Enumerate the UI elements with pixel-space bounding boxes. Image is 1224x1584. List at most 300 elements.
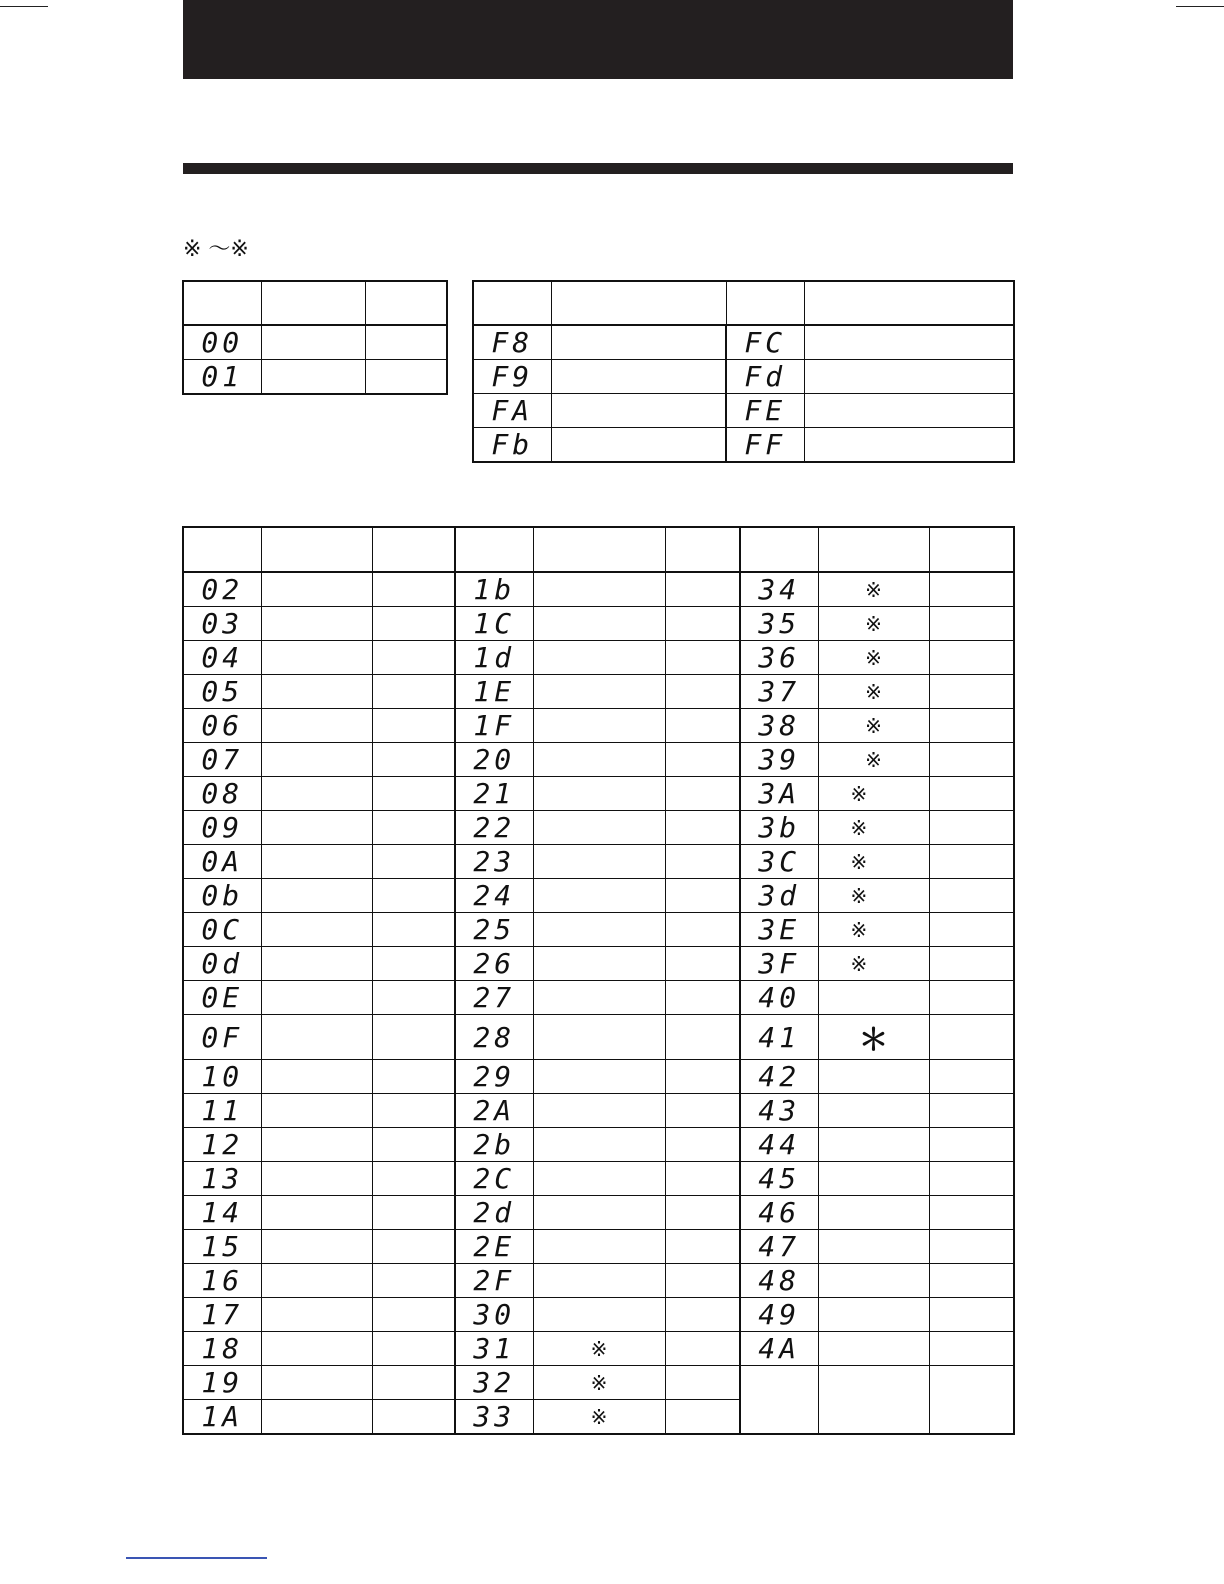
code-cell <box>740 1332 818 1366</box>
segment-code: 2b <box>473 1128 516 1161</box>
value-cell <box>665 1366 740 1400</box>
value-cell <box>551 360 726 394</box>
cell-text: ＊ <box>858 1023 889 1058</box>
code-cell <box>740 1196 818 1230</box>
value-cell <box>665 1060 740 1094</box>
segment-code: 1d <box>473 641 516 674</box>
segment-code: Fd <box>744 360 787 393</box>
value-cell <box>533 947 665 981</box>
value-cell <box>665 1298 740 1332</box>
segment-code: 2F <box>473 1264 516 1297</box>
code-cell <box>183 777 261 811</box>
value-cell <box>804 360 1014 394</box>
table-row <box>183 1230 1014 1264</box>
value-cell <box>804 394 1014 428</box>
value-cell <box>261 913 372 947</box>
table-row <box>183 981 1014 1015</box>
value-cell <box>261 1094 372 1128</box>
code-cell <box>183 981 261 1015</box>
value-cell <box>929 1264 1014 1298</box>
code-cell <box>455 879 533 913</box>
value-cell <box>372 1332 455 1366</box>
code-cell <box>473 325 551 360</box>
value-cell <box>929 607 1014 641</box>
segment-code: 36 <box>758 641 801 674</box>
segment-code: 49 <box>758 1298 801 1331</box>
segment-code: 05 <box>201 675 244 708</box>
value-cell <box>261 1264 372 1298</box>
value-cell <box>372 1162 455 1196</box>
value-cell <box>372 572 455 607</box>
cell-text: ※ <box>865 611 882 636</box>
value-cell <box>261 1366 372 1400</box>
value-cell <box>665 1230 740 1264</box>
value-cell <box>929 1366 1014 1435</box>
header-cell <box>455 527 533 572</box>
value-cell <box>372 1060 455 1094</box>
value-cell <box>372 777 455 811</box>
segment-code: 43 <box>758 1094 801 1127</box>
segment-code: 32 <box>473 1366 516 1399</box>
cell-text: ※ <box>865 577 882 602</box>
segment-code: 1C <box>473 607 516 640</box>
value-cell <box>818 1015 929 1060</box>
value-cell <box>372 981 455 1015</box>
segment-code: 1A <box>201 1400 244 1433</box>
value-cell <box>533 1264 665 1298</box>
value-cell <box>372 1196 455 1230</box>
segment-code: 42 <box>758 1060 801 1093</box>
value-cell <box>665 981 740 1015</box>
code-cell <box>455 913 533 947</box>
table-row <box>183 325 447 360</box>
code-cell <box>183 572 261 607</box>
table-row <box>183 641 1014 675</box>
segment-code: 3F <box>758 947 801 980</box>
table-row <box>183 1015 1014 1060</box>
value-cell <box>261 811 372 845</box>
cell-text: ※ <box>850 951 868 976</box>
value-cell <box>261 1298 372 1332</box>
value-cell <box>818 811 929 845</box>
code-cell <box>183 360 261 395</box>
value-cell <box>929 1196 1014 1230</box>
segment-code: 25 <box>473 913 516 946</box>
value-cell <box>372 811 455 845</box>
value-cell <box>372 1264 455 1298</box>
code-cell <box>740 947 818 981</box>
code-cell <box>740 1162 818 1196</box>
table-row <box>183 811 1014 845</box>
value-cell <box>533 1162 665 1196</box>
segment-code: 13 <box>201 1162 244 1195</box>
value-cell <box>818 1060 929 1094</box>
value-cell <box>533 845 665 879</box>
value-cell <box>261 1060 372 1094</box>
segment-code: 27 <box>473 981 516 1014</box>
value-cell <box>818 947 929 981</box>
value-cell <box>818 1366 929 1435</box>
value-cell <box>665 1015 740 1060</box>
segment-code: 21 <box>473 777 516 810</box>
segment-code: 02 <box>201 573 244 606</box>
segment-code: FC <box>744 326 787 359</box>
value-cell <box>261 641 372 675</box>
segment-code: 12 <box>201 1128 244 1161</box>
cell-text: ※ <box>850 917 868 942</box>
code-cell <box>183 1230 261 1264</box>
segment-code: 2C <box>473 1162 516 1195</box>
header-cell <box>740 527 818 572</box>
code-cell <box>740 1060 818 1094</box>
segment-code: 0b <box>201 879 244 912</box>
header-cell <box>183 281 261 325</box>
value-cell <box>372 879 455 913</box>
header-cell <box>804 281 1014 325</box>
segment-code: 0d <box>201 947 244 980</box>
code-cell <box>740 811 818 845</box>
code-cell <box>455 743 533 777</box>
code-cell <box>455 1366 533 1400</box>
value-cell <box>261 981 372 1015</box>
value-cell <box>665 1128 740 1162</box>
code-cell <box>183 1060 261 1094</box>
value-cell <box>261 709 372 743</box>
segment-code: 23 <box>473 845 516 878</box>
value-cell <box>533 572 665 607</box>
code-cell <box>740 981 818 1015</box>
header-cell <box>551 281 726 325</box>
segment-code: 1E <box>473 675 516 708</box>
segment-code: 2A <box>473 1094 516 1127</box>
value-cell <box>261 1332 372 1366</box>
segment-code: 47 <box>758 1230 801 1263</box>
value-cell <box>818 1230 929 1264</box>
value-cell <box>533 1366 665 1400</box>
table-main-codes <box>182 526 1015 1435</box>
segment-code: 00 <box>201 326 244 359</box>
code-cell <box>740 1298 818 1332</box>
value-cell <box>372 743 455 777</box>
value-cell <box>372 1230 455 1264</box>
table-row <box>183 1196 1014 1230</box>
code-cell <box>455 811 533 845</box>
value-cell <box>533 675 665 709</box>
value-cell <box>261 572 372 607</box>
segment-code: 44 <box>758 1128 801 1161</box>
code-cell <box>183 1015 261 1060</box>
segment-code: 26 <box>473 947 516 980</box>
cell-text: ※ <box>850 883 868 908</box>
code-cell <box>183 845 261 879</box>
value-cell <box>929 777 1014 811</box>
code-cell <box>455 641 533 675</box>
segment-code: 3A <box>758 777 801 810</box>
code-cell <box>473 394 551 428</box>
value-cell <box>261 777 372 811</box>
header-cell <box>261 527 372 572</box>
segment-code: 3E <box>758 913 801 946</box>
value-cell <box>372 607 455 641</box>
code-cell <box>740 879 818 913</box>
value-cell <box>804 428 1014 463</box>
table-row <box>183 709 1014 743</box>
value-cell <box>929 743 1014 777</box>
segment-code: 3d <box>758 879 801 912</box>
value-cell <box>533 1196 665 1230</box>
value-cell <box>804 325 1014 360</box>
code-cell <box>740 607 818 641</box>
cell-text: ※ <box>850 781 868 806</box>
value-cell <box>818 572 929 607</box>
code-cell <box>740 675 818 709</box>
cell-text: ※ <box>865 645 882 670</box>
segment-code: 37 <box>758 675 801 708</box>
table-row <box>183 1128 1014 1162</box>
value-cell <box>818 879 929 913</box>
value-cell <box>261 1196 372 1230</box>
segment-code: 41 <box>758 1020 801 1054</box>
value-cell <box>551 325 726 360</box>
code-cell <box>726 394 804 428</box>
value-cell <box>665 1400 740 1435</box>
value-cell <box>533 1060 665 1094</box>
code-cell <box>455 1332 533 1366</box>
segment-code: 33 <box>473 1400 516 1433</box>
value-cell <box>818 1264 929 1298</box>
code-cell <box>740 743 818 777</box>
segment-code: FF <box>744 428 787 461</box>
segment-code: 2d <box>473 1196 516 1229</box>
code-cell <box>726 360 804 394</box>
code-cell <box>740 1366 818 1435</box>
value-cell <box>929 913 1014 947</box>
value-cell <box>929 641 1014 675</box>
code-cell <box>740 1015 818 1060</box>
value-cell <box>261 675 372 709</box>
value-cell <box>818 743 929 777</box>
code-cell <box>726 428 804 463</box>
segment-code: 22 <box>473 811 516 844</box>
value-cell <box>665 1264 740 1298</box>
value-cell <box>533 709 665 743</box>
value-cell <box>929 1015 1014 1060</box>
value-cell <box>533 1400 665 1435</box>
table-row <box>183 360 447 395</box>
value-cell <box>818 1298 929 1332</box>
segment-code: 4A <box>758 1332 801 1365</box>
segment-code: 07 <box>201 743 244 776</box>
code-cell <box>183 675 261 709</box>
value-cell <box>818 675 929 709</box>
code-cell <box>183 1366 261 1400</box>
code-cell <box>183 607 261 641</box>
segment-code: 28 <box>473 1020 516 1054</box>
segment-code: 09 <box>201 811 244 844</box>
value-cell <box>533 1015 665 1060</box>
value-cell <box>929 1060 1014 1094</box>
code-cell <box>455 1264 533 1298</box>
code-cell <box>183 1332 261 1366</box>
segment-code: 20 <box>473 743 516 776</box>
table-row <box>473 360 1014 394</box>
segment-code: 0A <box>201 845 244 878</box>
table-row <box>183 879 1014 913</box>
value-cell <box>818 777 929 811</box>
value-cell <box>261 325 365 360</box>
value-cell <box>261 879 372 913</box>
header-cell <box>372 527 455 572</box>
value-cell <box>261 1400 372 1435</box>
code-cell <box>455 1298 533 1332</box>
table-row <box>473 394 1014 428</box>
table-row <box>183 1298 1014 1332</box>
segment-code: 11 <box>201 1094 244 1127</box>
code-cell <box>455 981 533 1015</box>
value-cell <box>929 1332 1014 1366</box>
value-cell <box>372 1400 455 1435</box>
table-row <box>183 1332 1014 1366</box>
cell-text: ※ <box>590 1336 608 1361</box>
segment-code: 0C <box>201 913 244 946</box>
segment-code: Fb <box>491 428 534 461</box>
code-cell <box>183 879 261 913</box>
code-cell <box>455 947 533 981</box>
value-cell <box>372 675 455 709</box>
segment-code: 3C <box>758 845 801 878</box>
value-cell <box>365 360 447 395</box>
value-cell <box>533 777 665 811</box>
value-cell <box>929 879 1014 913</box>
value-cell <box>551 394 726 428</box>
code-cell <box>740 1230 818 1264</box>
value-cell <box>533 1094 665 1128</box>
code-cell <box>183 1162 261 1196</box>
value-cell <box>665 947 740 981</box>
segment-code: 0E <box>201 981 244 1014</box>
header-cell <box>818 527 929 572</box>
header-cell <box>929 527 1014 572</box>
value-cell <box>665 743 740 777</box>
value-cell <box>818 709 929 743</box>
table-row <box>183 1094 1014 1128</box>
code-cell <box>183 709 261 743</box>
code-cell <box>726 325 804 360</box>
cell-text: ※ <box>865 747 882 772</box>
segment-code: 17 <box>201 1298 244 1331</box>
table-row <box>473 325 1014 360</box>
value-cell <box>929 1094 1014 1128</box>
segment-code: 0F <box>201 1020 244 1054</box>
table-small-codes <box>182 280 448 395</box>
value-cell <box>929 947 1014 981</box>
header-cell <box>665 527 740 572</box>
segment-code: 01 <box>201 360 244 393</box>
code-cell <box>455 1196 533 1230</box>
value-cell <box>665 1196 740 1230</box>
cell-text: ※ <box>850 815 868 840</box>
table-row <box>183 607 1014 641</box>
segment-code: 04 <box>201 641 244 674</box>
value-cell <box>929 811 1014 845</box>
header-cell <box>183 527 261 572</box>
value-cell <box>929 709 1014 743</box>
segment-code: 24 <box>473 879 516 912</box>
value-cell <box>929 1128 1014 1162</box>
segment-code: 15 <box>201 1230 244 1263</box>
value-cell <box>665 913 740 947</box>
code-cell <box>740 1264 818 1298</box>
segment-code: 3b <box>758 811 801 844</box>
segment-code: 40 <box>758 981 801 1014</box>
code-cell <box>183 1094 261 1128</box>
value-cell <box>818 1196 929 1230</box>
value-cell <box>818 1128 929 1162</box>
code-cell <box>740 641 818 675</box>
value-cell <box>261 845 372 879</box>
section-rule <box>183 163 1013 174</box>
code-cell <box>183 811 261 845</box>
code-cell <box>183 1400 261 1435</box>
value-cell <box>372 1015 455 1060</box>
value-cell <box>533 743 665 777</box>
table-f-codes <box>472 280 1015 463</box>
code-cell <box>740 1128 818 1162</box>
code-cell <box>455 709 533 743</box>
table-row <box>183 845 1014 879</box>
value-cell <box>372 709 455 743</box>
value-cell <box>533 607 665 641</box>
value-cell <box>665 641 740 675</box>
value-cell <box>818 641 929 675</box>
segment-code: 30 <box>473 1298 516 1331</box>
value-cell <box>665 607 740 641</box>
value-cell <box>261 947 372 981</box>
segment-code: FE <box>744 394 787 427</box>
value-cell <box>372 1366 455 1400</box>
code-cell <box>183 947 261 981</box>
header-cell <box>261 281 365 325</box>
segment-code: 19 <box>201 1366 244 1399</box>
segment-code: FA <box>491 394 534 427</box>
value-cell <box>665 879 740 913</box>
segment-code: 48 <box>758 1264 801 1297</box>
code-cell <box>183 1264 261 1298</box>
value-cell <box>665 572 740 607</box>
segment-code: 46 <box>758 1196 801 1229</box>
header-cell <box>473 281 551 325</box>
value-cell <box>929 1230 1014 1264</box>
value-cell <box>818 845 929 879</box>
table-row <box>183 947 1014 981</box>
value-cell <box>818 913 929 947</box>
code-cell <box>183 325 261 360</box>
segment-code: 34 <box>758 573 801 606</box>
segment-code: 16 <box>201 1264 244 1297</box>
code-cell <box>455 1060 533 1094</box>
code-cell <box>473 428 551 463</box>
segment-code: 38 <box>758 709 801 742</box>
code-cell <box>740 777 818 811</box>
value-cell <box>533 641 665 675</box>
table-row <box>473 428 1014 463</box>
value-cell <box>818 981 929 1015</box>
segment-code: 35 <box>758 607 801 640</box>
segment-code: F9 <box>491 360 534 393</box>
value-cell <box>929 1298 1014 1332</box>
value-cell <box>372 641 455 675</box>
value-cell <box>533 1230 665 1264</box>
